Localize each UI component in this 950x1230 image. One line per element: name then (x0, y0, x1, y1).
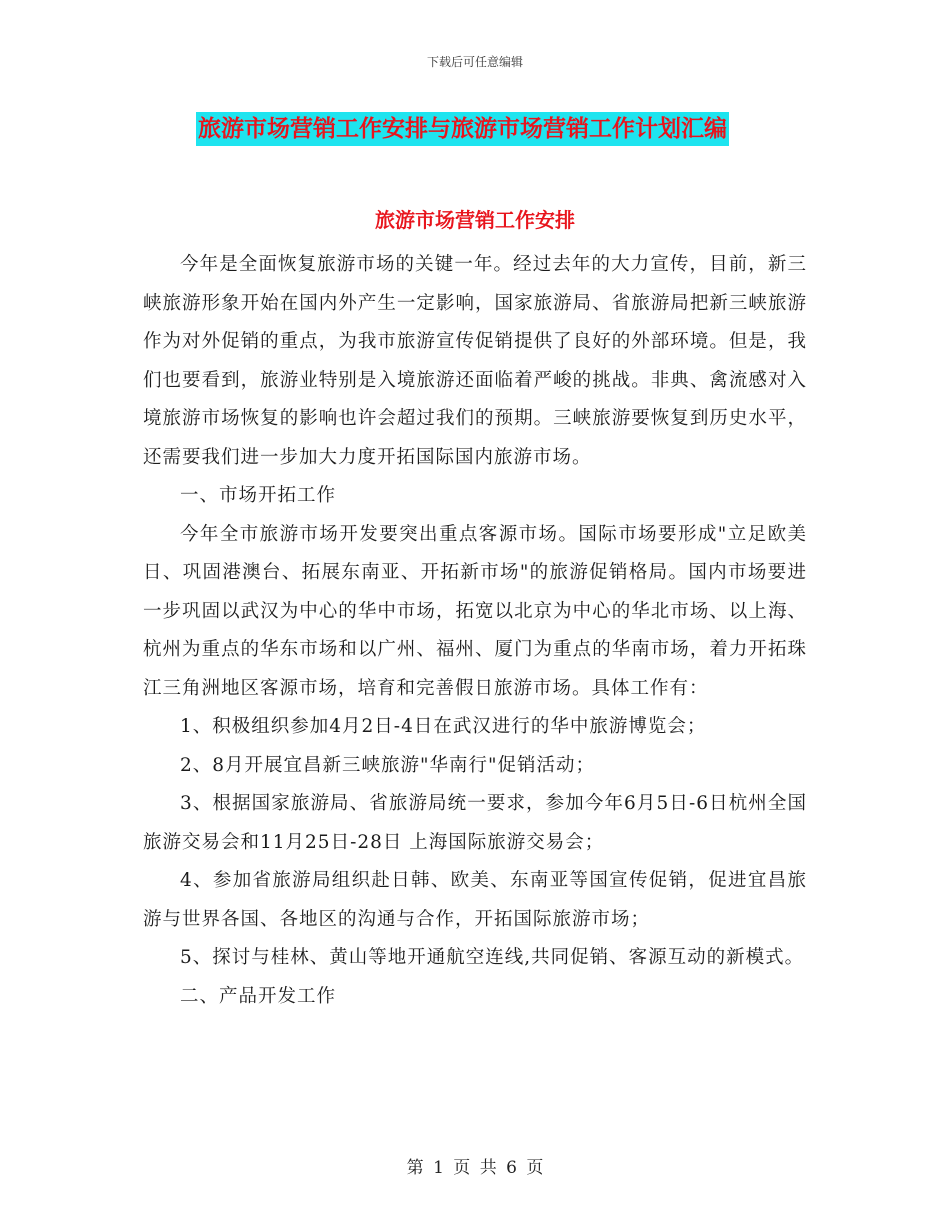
heading-market-development: 一、市场开拓工作 (180, 485, 337, 506)
paragraph-market-focus: 今年全市旅游市场开发要突出重点客源市场。国际市场要形成"立足欧美日、巩固港澳台、拓展东南亚、开拓新市场"的旅游促销格局。国内市场要进一步巩固以武汉为中心的华中市场，拓宽以北京为中心的华北市场、以上海、杭州为重点的华东市场和以广州、福州、厦门为重点的华南市场，着力开拓珠江三角洲地区客源市场，培育和完善假日旅游市场。具体工作有： (143, 523, 807, 699)
heading-product-development: 二、产品开发工作 (180, 985, 337, 1007)
document-body (143, 246, 807, 1016)
paragraph-intro: 今年是全面恢复旅游市场的关键一年。经过去年的大力宣传，目前，新三峡旅游形象开始在国内外产生一定影响，国家旅游局、省旅游局把新三峡旅游作为对外促销的重点，为我市旅游宣传促销提供了良好的外部环境。但是，我们也要看到，旅游业特别是入境旅游还面临着严峻的挑战。非典、禽流感对入境旅游市场恢复的影响也许会超过我们的预期。三峡旅游要恢复到历史水平，还需要我们进一步加大力度开拓国际国内旅游市场。 (143, 254, 807, 468)
list-item-5: 5、探讨与桂林、黄山等地开通航空连线,共同促销、客源互动的新模式。 (180, 947, 805, 968)
list-item-2: 2、8月开展宜昌新三峡旅游"华南行"促销活动； (180, 754, 596, 776)
list-item-3: 3、根据国家旅游局、省旅游局统一要求，参加今年6月5日-6日杭州全国旅游交易会和11月25日-28日 上海国际旅游交易会； (143, 793, 807, 853)
section-title: 旅游市场营销工作安排 (375, 208, 575, 232)
header-note: 下载后可任意编辑 (426, 55, 523, 69)
document-title: 旅游市场营销工作安排与旅游市场营销工作计划汇编 (196, 112, 729, 146)
list-item-1: 1、积极组织参加4月2日-4日在武汉进行的华中旅游博览会； (180, 716, 707, 737)
page-number-footer: 第 1 页 共 6 页 (406, 1158, 544, 1178)
list-item-4: 4、参加省旅游局组织赴日韩、欧美、东南亚等国宣传促销，促进宜昌旅游与世界各国、各地区的沟通与合作，开拓国际旅游市场； (143, 870, 807, 930)
